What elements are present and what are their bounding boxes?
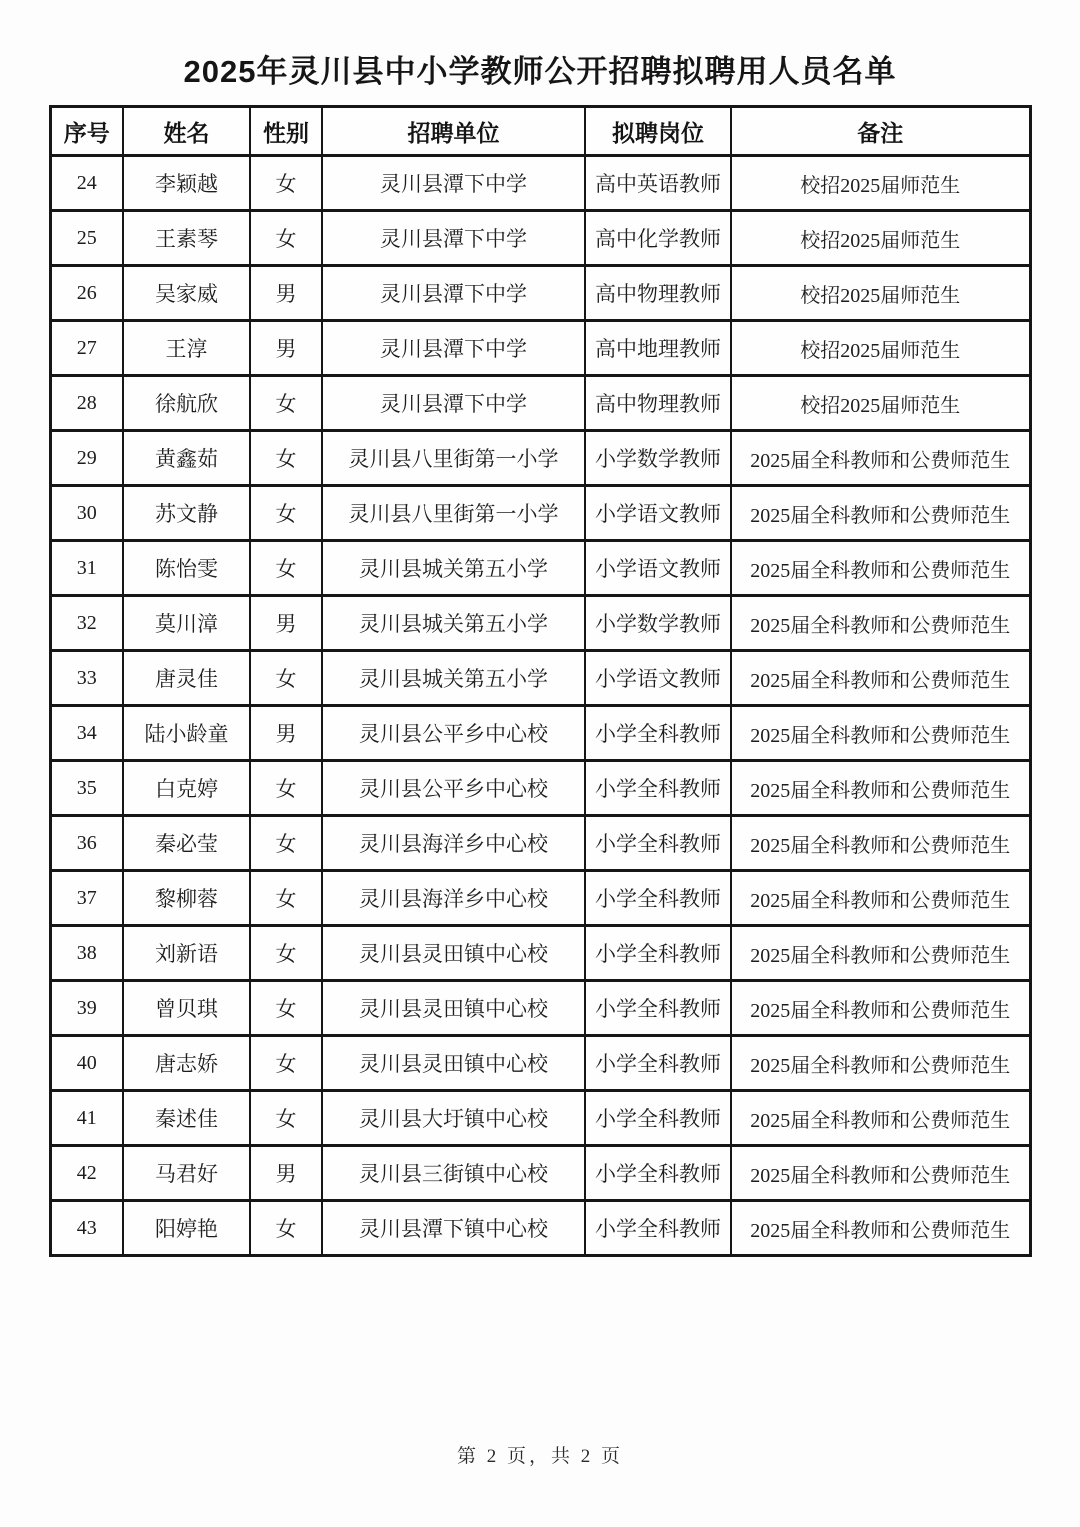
cell-serial: 38: [50, 926, 123, 981]
cell-position: 小学数学教师: [585, 431, 731, 486]
cell-position: 小学全科教师: [585, 981, 731, 1036]
cell-gender: 女: [250, 926, 322, 981]
cell-unit: 灵川县灵田镇中心校: [322, 981, 585, 1036]
cell-serial: 43: [50, 1201, 123, 1256]
cell-name: 徐航欣: [123, 376, 250, 431]
cell-unit: 灵川县大圩镇中心校: [322, 1091, 585, 1146]
cell-unit: 灵川县潭下中学: [322, 266, 585, 321]
cell-serial: 39: [50, 981, 123, 1036]
cell-name: 王素琴: [123, 211, 250, 266]
recruitment-table: [49, 105, 1032, 1257]
cell-gender: 女: [250, 871, 322, 926]
cell-gender: 男: [250, 596, 322, 651]
cell-name: 陈怡雯: [123, 541, 250, 596]
cell-name: 苏文静: [123, 486, 250, 541]
cell-remark: 2025届全科教师和公费师范生: [731, 926, 1030, 981]
cell-position: 小学全科教师: [585, 706, 731, 761]
cell-unit: 灵川县城关第五小学: [322, 541, 585, 596]
cell-serial: 40: [50, 1036, 123, 1091]
cell-name: 王淳: [123, 321, 250, 376]
cell-name: 莫川漳: [123, 596, 250, 651]
cell-unit: 灵川县城关第五小学: [322, 651, 585, 706]
table-row: [50, 211, 1030, 266]
cell-remark: 2025届全科教师和公费师范生: [731, 1036, 1030, 1091]
cell-remark: 2025届全科教师和公费师范生: [731, 1201, 1030, 1256]
cell-name: 吴家威: [123, 266, 250, 321]
cell-gender: 女: [250, 211, 322, 266]
cell-serial: 41: [50, 1091, 123, 1146]
cell-position: 高中物理教师: [585, 376, 731, 431]
header-row: [50, 107, 1030, 156]
cell-remark: 校招2025届师范生: [731, 266, 1030, 321]
cell-serial: 30: [50, 486, 123, 541]
cell-unit: 灵川县八里街第一小学: [322, 431, 585, 486]
cell-name: 阳婷艳: [123, 1201, 250, 1256]
cell-unit: 灵川县海洋乡中心校: [322, 816, 585, 871]
cell-remark: 2025届全科教师和公费师范生: [731, 1091, 1030, 1146]
table-row: [50, 706, 1030, 761]
cell-serial: 34: [50, 706, 123, 761]
cell-remark: 2025届全科教师和公费师范生: [731, 761, 1030, 816]
cell-unit: 灵川县潭下中学: [322, 156, 585, 211]
cell-remark: 2025届全科教师和公费师范生: [731, 431, 1030, 486]
cell-remark: 2025届全科教师和公费师范生: [731, 541, 1030, 596]
cell-remark: 2025届全科教师和公费师范生: [731, 981, 1030, 1036]
table-row: [50, 926, 1030, 981]
table-row: [50, 1091, 1030, 1146]
cell-serial: 27: [50, 321, 123, 376]
table-row: [50, 321, 1030, 376]
cell-unit: 灵川县城关第五小学: [322, 596, 585, 651]
cell-remark: 校招2025届师范生: [731, 211, 1030, 266]
cell-remark: 校招2025届师范生: [731, 321, 1030, 376]
cell-unit: 灵川县公平乡中心校: [322, 761, 585, 816]
cell-name: 陆小龄童: [123, 706, 250, 761]
cell-serial: 29: [50, 431, 123, 486]
cell-remark: 2025届全科教师和公费师范生: [731, 706, 1030, 761]
column-header-position: 拟聘岗位: [585, 107, 731, 156]
cell-name: 唐志娇: [123, 1036, 250, 1091]
cell-gender: 女: [250, 651, 322, 706]
cell-remark: 2025届全科教师和公费师范生: [731, 871, 1030, 926]
cell-gender: 女: [250, 376, 322, 431]
cell-position: 小学全科教师: [585, 1146, 731, 1201]
column-header-gender: 性别: [250, 107, 322, 156]
cell-position: 小学全科教师: [585, 761, 731, 816]
cell-gender: 女: [250, 156, 322, 211]
cell-unit: 灵川县潭下中学: [322, 321, 585, 376]
table-row: [50, 816, 1030, 871]
table-row: [50, 871, 1030, 926]
cell-name: 秦必莹: [123, 816, 250, 871]
cell-gender: 女: [250, 816, 322, 871]
cell-serial: 37: [50, 871, 123, 926]
page-footer: 第 2 页，共 2 页: [456, 1446, 623, 1467]
cell-unit: 灵川县灵田镇中心校: [322, 1036, 585, 1091]
cell-serial: 33: [50, 651, 123, 706]
cell-gender: 女: [250, 1091, 322, 1146]
cell-position: 小学全科教师: [585, 871, 731, 926]
cell-position: 高中地理教师: [585, 321, 731, 376]
cell-position: 小学语文教师: [585, 541, 731, 596]
cell-gender: 女: [250, 431, 322, 486]
table-row: [50, 431, 1030, 486]
table-row: [50, 486, 1030, 541]
cell-gender: 女: [250, 1201, 322, 1256]
cell-serial: 25: [50, 211, 123, 266]
cell-unit: 灵川县海洋乡中心校: [322, 871, 585, 926]
column-header-unit: 招聘单位: [322, 107, 585, 156]
cell-serial: 36: [50, 816, 123, 871]
cell-gender: 女: [250, 541, 322, 596]
page-title: 2025年灵川县中小学教师公开招聘拟聘用人员名单: [183, 54, 897, 89]
table-row: [50, 1146, 1030, 1201]
cell-name: 白克婷: [123, 761, 250, 816]
cell-remark: 2025届全科教师和公费师范生: [731, 1146, 1030, 1201]
table-row: [50, 156, 1030, 211]
cell-remark: 2025届全科教师和公费师范生: [731, 651, 1030, 706]
table-row: [50, 266, 1030, 321]
cell-name: 秦述佳: [123, 1091, 250, 1146]
cell-position: 小学全科教师: [585, 1091, 731, 1146]
cell-serial: 32: [50, 596, 123, 651]
cell-remark: 校招2025届师范生: [731, 376, 1030, 431]
table-body: [50, 156, 1030, 1256]
table-row: [50, 651, 1030, 706]
cell-name: 李颖越: [123, 156, 250, 211]
table-row: [50, 761, 1030, 816]
cell-serial: 31: [50, 541, 123, 596]
cell-unit: 灵川县公平乡中心校: [322, 706, 585, 761]
cell-position: 小学全科教师: [585, 816, 731, 871]
cell-unit: 灵川县潭下中学: [322, 211, 585, 266]
table-row: [50, 596, 1030, 651]
cell-position: 小学数学教师: [585, 596, 731, 651]
cell-serial: 24: [50, 156, 123, 211]
cell-position: 小学全科教师: [585, 1201, 731, 1256]
cell-gender: 女: [250, 1036, 322, 1091]
table-row: [50, 376, 1030, 431]
table-row: [50, 981, 1030, 1036]
cell-serial: 26: [50, 266, 123, 321]
cell-gender: 男: [250, 266, 322, 321]
cell-remark: 2025届全科教师和公费师范生: [731, 816, 1030, 871]
cell-position: 小学全科教师: [585, 1036, 731, 1091]
cell-remark: 2025届全科教师和公费师范生: [731, 486, 1030, 541]
cell-unit: 灵川县潭下中学: [322, 376, 585, 431]
table-row: [50, 541, 1030, 596]
table-row: [50, 1201, 1030, 1256]
cell-remark: 校招2025届师范生: [731, 156, 1030, 211]
cell-remark: 2025届全科教师和公费师范生: [731, 596, 1030, 651]
table-row: [50, 1036, 1030, 1091]
cell-serial: 42: [50, 1146, 123, 1201]
cell-name: 唐灵佳: [123, 651, 250, 706]
cell-gender: 女: [250, 486, 322, 541]
cell-unit: 灵川县潭下镇中心校: [322, 1201, 585, 1256]
cell-unit: 灵川县三街镇中心校: [322, 1146, 585, 1201]
cell-position: 小学语文教师: [585, 486, 731, 541]
cell-gender: 男: [250, 321, 322, 376]
cell-serial: 35: [50, 761, 123, 816]
cell-position: 高中化学教师: [585, 211, 731, 266]
cell-position: 高中物理教师: [585, 266, 731, 321]
cell-unit: 灵川县灵田镇中心校: [322, 926, 585, 981]
cell-name: 曾贝琪: [123, 981, 250, 1036]
column-header-name: 姓名: [123, 107, 250, 156]
cell-serial: 28: [50, 376, 123, 431]
cell-position: 小学语文教师: [585, 651, 731, 706]
cell-position: 小学全科教师: [585, 926, 731, 981]
cell-unit: 灵川县八里街第一小学: [322, 486, 585, 541]
column-header-remark: 备注: [731, 107, 1030, 156]
cell-name: 刘新语: [123, 926, 250, 981]
cell-gender: 男: [250, 706, 322, 761]
cell-gender: 男: [250, 1146, 322, 1201]
cell-name: 黄鑫茹: [123, 431, 250, 486]
column-header-serial: 序号: [50, 107, 123, 156]
cell-name: 马君好: [123, 1146, 250, 1201]
cell-position: 高中英语教师: [585, 156, 731, 211]
cell-gender: 女: [250, 761, 322, 816]
cell-name: 黎柳蓉: [123, 871, 250, 926]
cell-gender: 女: [250, 981, 322, 1036]
